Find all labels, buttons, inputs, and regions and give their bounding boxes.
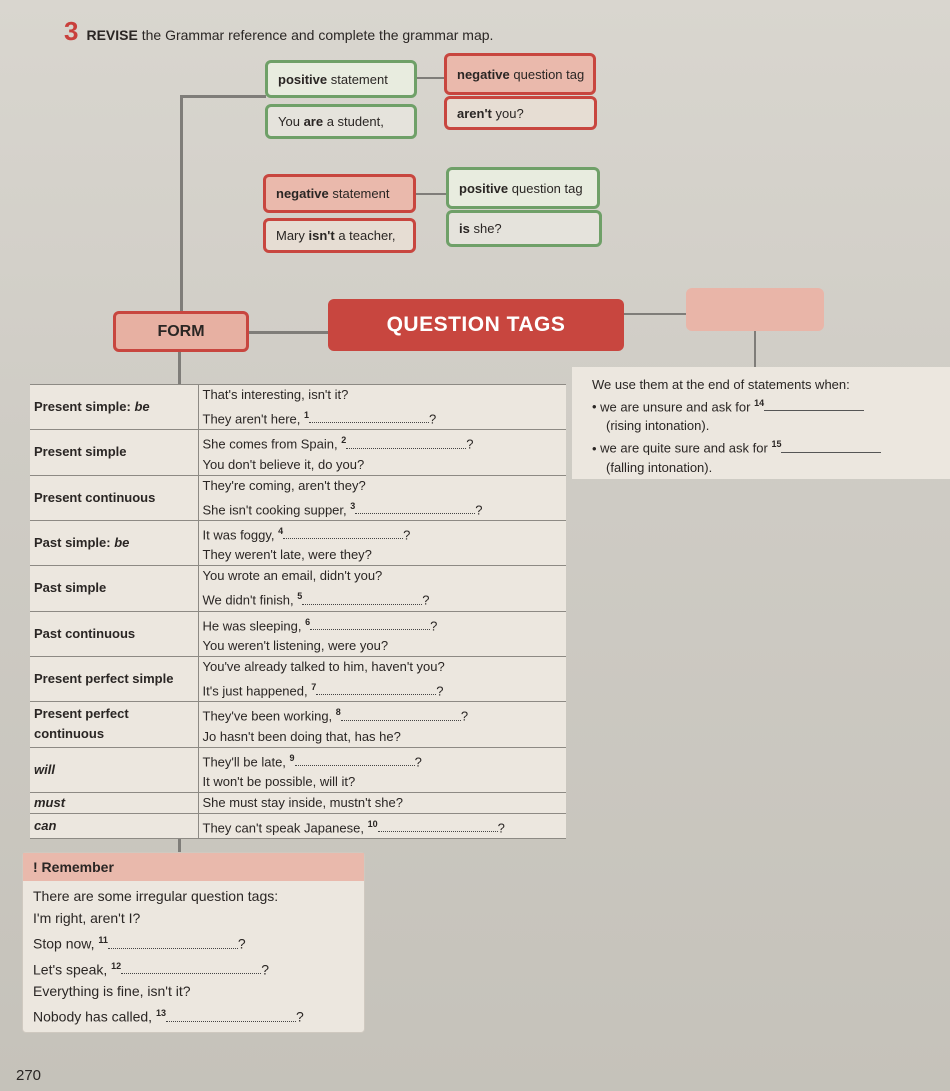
positive-tag-label: positive question tag	[459, 180, 583, 196]
answer-blank-15[interactable]	[781, 441, 881, 453]
tense-cell: will	[30, 747, 198, 792]
example-line: It won't be possible, will it?	[202, 773, 356, 789]
example1-statement: You are a student,	[278, 114, 384, 129]
remember-line-5: Nobody has called, $^{13}$ ?	[33, 1008, 304, 1025]
tense-cell: Past simple: be	[30, 520, 198, 565]
table-row	[30, 430, 566, 475]
answer-blank-11[interactable]	[108, 937, 238, 949]
question-tags-banner	[328, 299, 624, 351]
connector-tags-2	[416, 193, 446, 195]
tense-cell: must	[30, 792, 198, 813]
answer-blank-10[interactable]	[378, 820, 498, 832]
example-cell	[198, 520, 566, 565]
answer-blank-5[interactable]	[302, 593, 422, 605]
form-table	[30, 384, 566, 839]
example-line: She comes from Spain, $^2$ ?	[202, 435, 474, 452]
example-cell	[198, 430, 566, 475]
negative-tag-label: negative question tag	[457, 66, 585, 82]
usage-bullet-1-note: (rising intonation).	[606, 418, 710, 434]
usage-bullet-2: • we are quite sure and ask for $^{15}$	[592, 435, 950, 457]
remember-line-1: I'm right, aren't I?	[33, 910, 141, 926]
tense-cell: Present perfect continuous	[30, 702, 198, 747]
table-row	[30, 702, 566, 747]
example2-statement: Mary isn't a teacher,	[276, 228, 396, 243]
example-cell	[198, 813, 566, 838]
tense-cell: Present simple	[30, 430, 198, 475]
example-line: She isn't cooking supper, $^3$ ?	[202, 500, 483, 517]
tense-cell: can	[30, 813, 198, 838]
example1-statement-box	[265, 104, 417, 139]
example-cell	[198, 611, 566, 656]
example-line: You wrote an email, didn't you?	[202, 568, 383, 584]
example-line: Jo hasn't been doing that, has he?	[202, 728, 401, 744]
negative-tag-box	[444, 53, 596, 95]
example1-tag-box	[444, 96, 597, 130]
positive-statement-box	[265, 60, 417, 98]
example-line: They'll be late, $^9$ ?	[202, 752, 422, 769]
example-cell	[198, 792, 566, 813]
answer-blank-13[interactable]	[166, 1010, 296, 1022]
example-cell	[198, 475, 566, 520]
example-line: They weren't late, were they?	[202, 547, 372, 563]
example-cell	[198, 566, 566, 611]
example2-tag-box	[446, 210, 602, 247]
example-line: She must stay inside, mustn't she?	[202, 794, 403, 810]
table-row	[30, 747, 566, 792]
connector-top	[180, 95, 266, 98]
negative-statement-box	[263, 174, 416, 213]
connector-use-down	[754, 331, 756, 367]
example2-tag: is she?	[459, 221, 502, 236]
usage-bullet-2-note: (falling intonation).	[606, 459, 713, 475]
negative-statement-label: negative statement	[276, 186, 390, 201]
remember-header: ! Remember	[23, 853, 364, 881]
table-row	[30, 475, 566, 520]
table-row	[30, 792, 566, 813]
form-label-box	[113, 311, 249, 352]
connector-banner-use	[624, 313, 686, 315]
page-number: 270	[16, 1067, 42, 1084]
connector-tags-1	[416, 77, 446, 79]
form-label: FORM	[157, 322, 205, 340]
usage-bullet-1: • we are unsure and ask for $^{14}$	[592, 394, 950, 416]
answer-blank-14[interactable]	[764, 399, 864, 411]
example2-statement-box	[263, 218, 416, 253]
example-line: That's interesting, isn't it?	[202, 387, 349, 402]
tense-cell: Past simple	[30, 566, 198, 611]
example1-tag: aren't you?	[457, 105, 524, 121]
positive-statement-label: positive statement	[278, 71, 388, 87]
connector-vertical-main	[180, 95, 183, 313]
use-header-box	[686, 288, 824, 331]
connector-form-banner	[249, 331, 329, 334]
example-line: It's just happened, $^7$ ?	[202, 681, 444, 699]
remember-body	[23, 881, 364, 1028]
remember-intro: There are some irregular question tags:	[33, 888, 279, 904]
example-line: They're coming, aren't they?	[202, 477, 366, 493]
remember-box	[22, 852, 365, 1033]
example-line: He was sleeping, $^6$ ?	[202, 616, 438, 633]
table-row	[30, 611, 566, 656]
example-line: You've already talked to him, haven't you?	[202, 658, 445, 674]
instruction-verb: REVISE	[86, 27, 138, 43]
example-line: You weren't listening, were you?	[202, 637, 389, 653]
instruction-text: the Grammar reference and complete the grammar map.	[141, 27, 494, 43]
usage-intro: We use them at the end of statements when:	[592, 377, 850, 392]
exercise-number: 3	[64, 16, 79, 46]
example-cell	[198, 702, 566, 747]
answer-blank-2[interactable]	[346, 437, 466, 449]
tense-cell: Present continuous	[30, 475, 198, 520]
example-line: They aren't here, $^1$ ?	[202, 410, 437, 427]
example-cell	[198, 747, 566, 792]
table-row	[30, 520, 566, 565]
remember-line-2: Stop now, $^{11}$ ?	[33, 935, 246, 952]
tense-cell: Present simple: be	[30, 385, 198, 430]
table-row	[30, 566, 566, 611]
answer-blank-4[interactable]	[283, 527, 403, 539]
answer-blank-3[interactable]	[355, 502, 475, 514]
answer-blank-6[interactable]	[310, 618, 430, 630]
answer-blank-1[interactable]	[309, 411, 429, 423]
example-line: It was foggy, $^4$ ?	[202, 525, 411, 543]
positive-tag-box	[446, 167, 600, 209]
table-row	[30, 813, 566, 838]
example-line: We didn't finish, $^5$ ?	[202, 591, 430, 608]
answer-blank-7[interactable]	[316, 683, 436, 695]
table-row	[30, 385, 566, 430]
exercise-heading	[64, 16, 493, 47]
remember-line-4: Everything is fine, isn't it?	[33, 983, 191, 1000]
exercise-instruction	[86, 27, 493, 43]
connector-form-down	[178, 352, 181, 386]
remember-line-3: Let's speak, $^{12}$ ?	[33, 960, 269, 978]
example-cell	[198, 385, 566, 430]
example-line: They can't speak Japanese, $^{10}$ ?	[202, 818, 505, 836]
banner-title: QUESTION TAGS	[386, 313, 566, 336]
example-line: They've been working, $^8$ ?	[202, 707, 469, 724]
answer-blank-8[interactable]	[341, 709, 461, 721]
tense-cell: Past continuous	[30, 611, 198, 656]
table-row	[30, 656, 566, 701]
answer-blank-9[interactable]	[295, 754, 415, 766]
example-cell	[198, 656, 566, 701]
usage-panel	[572, 367, 950, 479]
tense-cell: Present perfect simple	[30, 656, 198, 701]
example-line: You don't believe it, do you?	[202, 456, 365, 472]
answer-blank-12[interactable]	[121, 962, 261, 974]
